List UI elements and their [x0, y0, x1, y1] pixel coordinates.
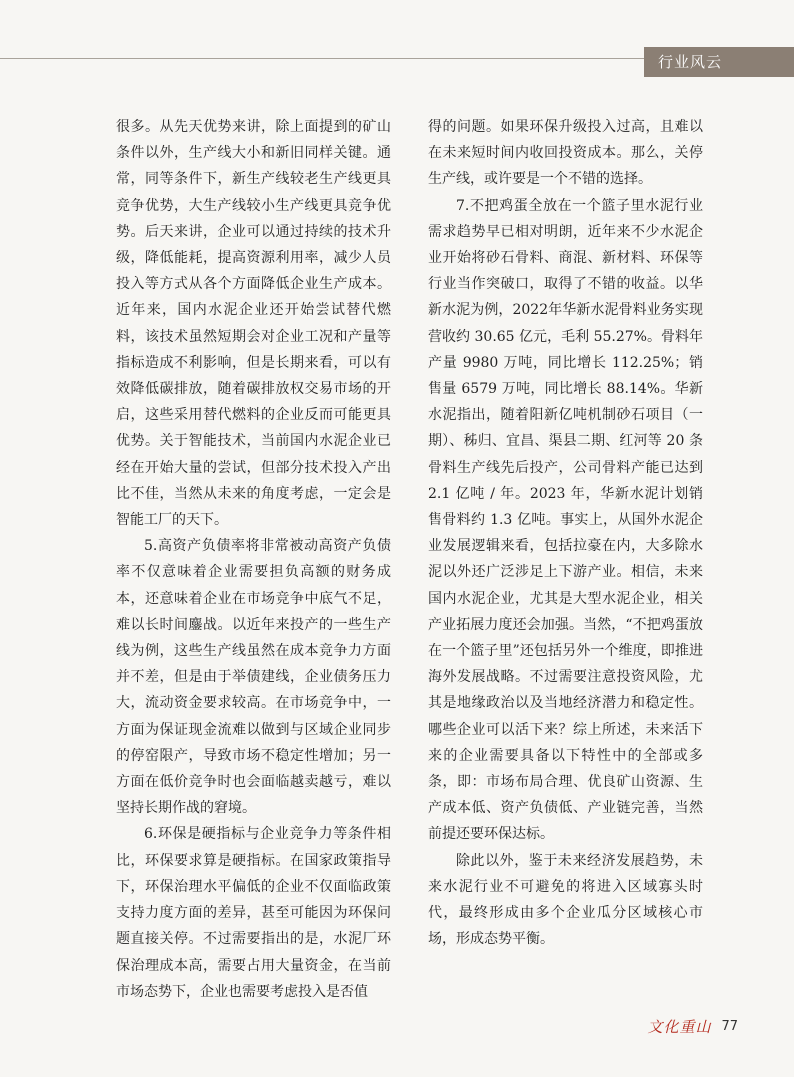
paragraph: 很多。从先天优势来讲，除上面提到的矿山条件以外，生产线大小和新旧同样关键。通常，同等条件下，新生产线较老生产线更具竞争优势，大生产线较小生产线更具竞争优势。后天来讲，企业可以通过持续的技术升级，降低能耗，提高资源利用率，减少人员投入等方式从各个方面降低企业生产成本。近年来，国内水泥企业还开始尝试替代燃料，该技术虽然短期会对企业工况和产量等指标造成不利影响，但是长期来看，可以有效降低碳排放，随着碳排放权交易市场的开启，这些采用替代燃料的企业反而可能更具优势。关于智能技术，当前国内水泥企业已经在开始大量的尝试，但部分技术投入产出比不佳，当然从未来的角度考虑，一定会是智能工厂的天下。 — [116, 119, 391, 529]
section-tag: 行业风云 — [644, 47, 794, 77]
paragraph: 得的问题。如果环保升级投入过高，且难以在未来短时间内收回投资成本。那么，关停生产线，或许要是一个不错的选择。 — [428, 119, 703, 188]
magazine-logo: 文化重山 — [647, 1018, 712, 1036]
right-column — [428, 114, 703, 953]
paragraph: 6.环保是硬指标与企业竞争力等条件相比，环保要求算是硬指标。在国家政策指导下，环保治理水平偏低的企业不仅面临政策支持力度方面的差异，甚至可能因为环保问题直接关停。不过需要指出的是，水泥厂环保治理成本高，需要占用大量资金，在当前市场态势下，企业也需要考虑投入是否值 — [116, 826, 391, 1000]
paragraph: 7.不把鸡蛋全放在一个篮子里水泥行业需求趋势早已相对明朗，近年来不少水泥企业开始将砂石骨料、商混、新材料、环保等行业当作突破口，取得了不错的收益。以华新水泥为例，2022年华新水泥骨料业务实现营收约 30.65 亿元，毛利 55.27%。骨料年产量 9980 万吨，同比增长 112.25%；销售量 6579 万吨，同比增长 88.14%。华新水泥指出，随着阳新亿吨机制砂石项目（一期）、秭归、宜昌、渠县二期、红河等 20 条骨料生产线先后投产，公司骨料产能已达到 2.1 亿吨 / 年。2023 年，华新水泥计划销售骨料约 1.3 亿吨。事实上，从国外水泥企业发展逻辑来看，包括拉豪在内，大多除水泥以外还广泛涉足上下游产业。相信，未来国内水泥企业，尤其是大型水泥企业，相关产业拓展力度还会加强。当然，“不把鸡蛋放在一个篮子里”还包括另外一个维度，即推进海外发展战略。不过需要注意投资风险，尤其是地缘政治以及当地经济潜力和稳定性。哪些企业可以活下来？综上所述，未来活下来的企业需要具备以下特性中的全部或多条，即：市场布局合理、优良矿山资源、生产成本低、资产负债低、产业链完善，当然前提还要环保达标。 — [428, 197, 703, 843]
paragraph: 5.高资产负债率将非常被动高资产负债率不仅意味着企业需要担负高额的财务成本，还意味着企业在市场竞争中底气不足，难以长时间鏖战。以近年来投产的一些生产线为例，这些生产线虽然在成本竞争力方面并不差，但是由于举债建线，企业债务压力大，流动资金要求较高。在市场竞争中，一方面为保证现金流难以做到与区域企业同步的停窑限产，导致市场不稳定性增加；另一方面在低价竞争时也会面临越卖越亏，难以坚持长期作战的窘境。 — [116, 538, 391, 817]
paragraph: 除此以外，鉴于未来经济发展趋势，未来水泥行业不可避免的将进入区域寡头时代，最终形成由多个企业瓜分区域核心市场，形成态势平衡。 — [428, 852, 703, 948]
left-column — [116, 114, 391, 1005]
page-footer — [647, 1016, 738, 1037]
page-number: 77 — [721, 1019, 738, 1034]
